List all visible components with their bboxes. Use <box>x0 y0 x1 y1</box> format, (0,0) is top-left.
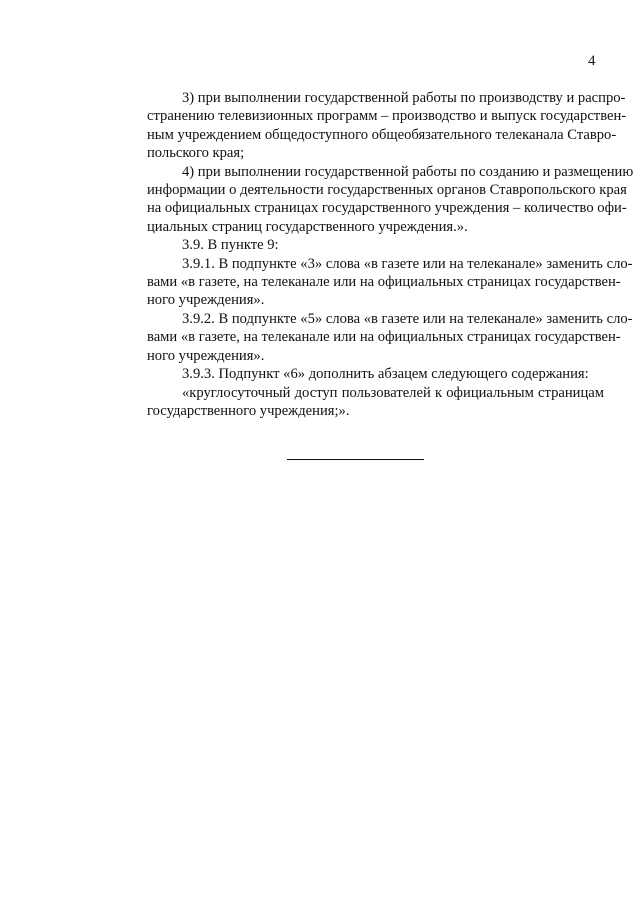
paragraph-clause-3-9 <box>112 236 604 254</box>
paragraph-item-3 <box>112 89 627 163</box>
document-body <box>112 89 634 420</box>
text-line: циальных страниц государственного учреждения.». <box>147 218 468 235</box>
paragraph-clause-3-9-3 <box>112 365 604 383</box>
paragraph-item-4 <box>112 163 634 237</box>
text-line: ным учреждением общедоступного общеобязательного телеканала Ставро- <box>147 126 617 143</box>
text-line: вами «в газете, на телеканале или на официальных страницах государствен- <box>147 274 621 291</box>
text-line: 3.9.2. В подпункте «5» слова «в газете или на телеканале» заменить сло- <box>182 310 633 327</box>
text-line: странению телевизионных программ – производство и выпуск государствен- <box>147 108 627 125</box>
text-line: ного учреждения». <box>147 347 265 364</box>
text-line: 3.9. В пункте 9: <box>182 237 279 254</box>
page-number: 4 <box>588 53 596 69</box>
text-line: государственного учреждения;». <box>147 402 350 419</box>
text-line: 3.9.1. В подпункте «3» слова «в газете или на телеканале» заменить сло- <box>182 255 633 272</box>
paragraph-clause-3-9-2 <box>112 310 633 365</box>
text-line: 3) при выполнении государственной работы по производству и распро- <box>182 90 626 106</box>
text-line: «круглосуточный доступ пользователей к официальным страницам <box>182 384 604 401</box>
text-line: информации о деятельности государственных органов Ставропольского края <box>147 182 627 199</box>
text-line: на официальных страницах государственного учреждения – количество офи- <box>147 200 627 217</box>
text-line: вами «в газете, на телеканале или на официальных страницах государствен- <box>147 329 621 346</box>
paragraph-quoted-addition <box>112 384 604 421</box>
text-line: 3.9.3. Подпункт «6» дополнить абзацем следующего содержания: <box>182 366 589 383</box>
paragraph-clause-3-9-1 <box>112 255 633 310</box>
text-line: польского края; <box>147 145 245 162</box>
text-line: 4) при выполнении государственной работы по созданию и размещению <box>182 163 634 180</box>
text-line: ного учреждения». <box>147 292 265 309</box>
end-of-document-rule <box>287 459 424 460</box>
